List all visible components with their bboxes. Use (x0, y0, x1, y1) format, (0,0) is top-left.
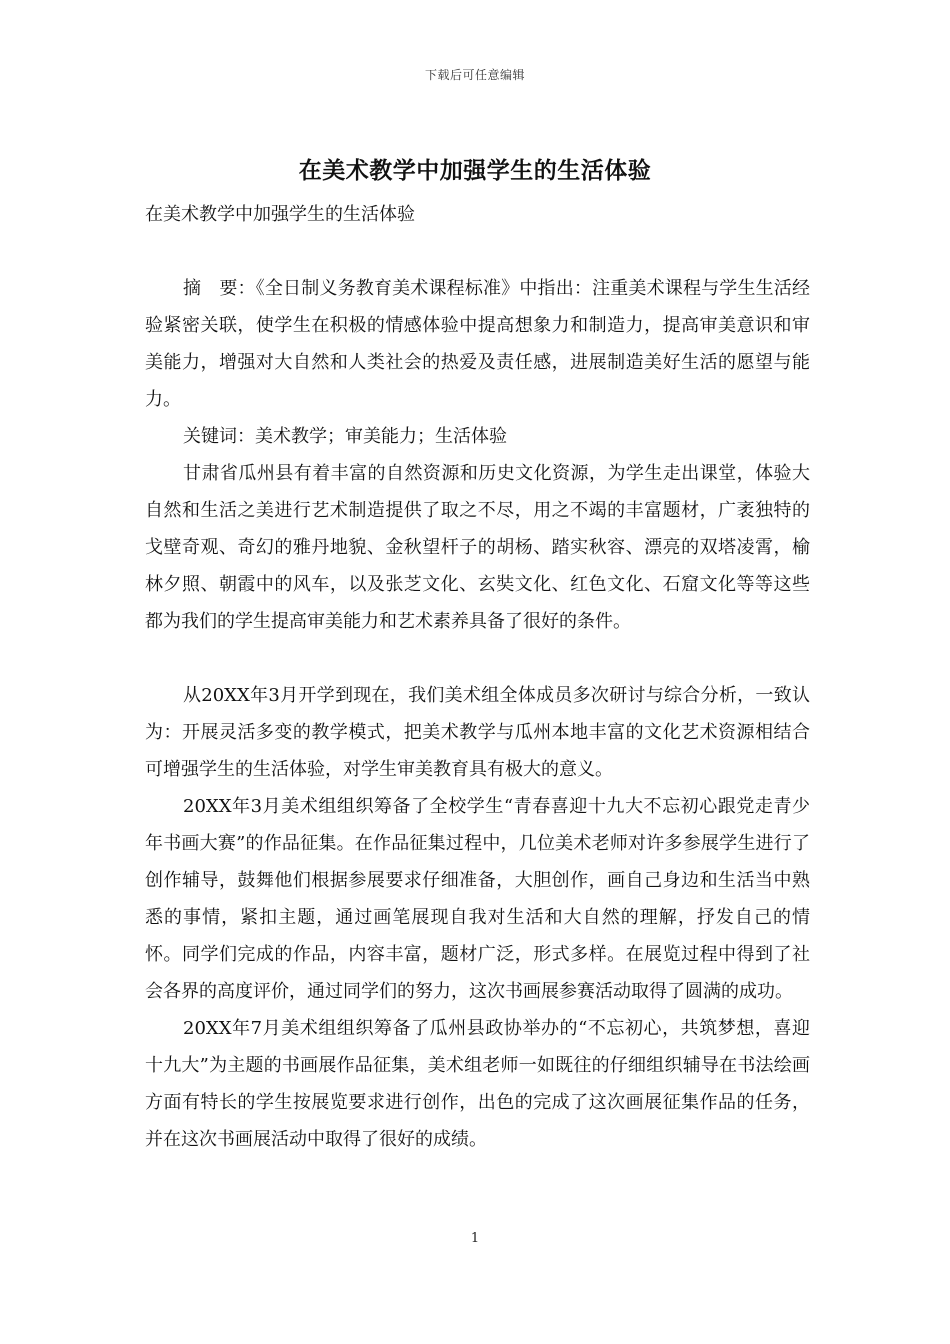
body-paragraph: 甘肃省瓜州县有着丰富的自然资源和历史文化资源，为学生走出课堂，体验大自然和生活之美进行艺术制造提供了取之不尽，用之不竭的丰富题材，广袤独特的戈壁奇观、奇幻的雅丹地貌、金秋望杆子的胡杨、踏实秋容、漂亮的双塔凌霄，榆林夕照、朝霞中的风车，以及张芝文化、玄奘文化、红色文化、石窟文化等等这些都为我们的学生提高审美能力和艺术素养具备了很好的条件。 (145, 463, 810, 632)
header-note: 下载后可任意编辑 (424, 68, 525, 82)
keywords-line: 关键词：美术教学；审美能力；生活体验 (183, 426, 507, 447)
body-paragraph: 20XX年3月美术组组织筹备了全校学生“青春喜迎十九大不忘初心跟党走青少年书画大赛”的作品征集。在作品征集过程中，几位美术老师对许多参展学生进行了创作辅导，鼓舞他们根据参展要求仔细准备，大胆创作，画自己身边和生活当中熟悉的事情，紧扣主题，通过画笔展现自我对生活和大自然的理解，抒发自己的情怀。同学们完成的作品，内容丰富，题材广泛，形式多样。在展览过程中得到了社会各界的高度评价，通过同学们的努力，这次书画展参赛活动取得了圆满的成功。 (145, 796, 810, 1002)
body-paragraph: 20XX年7月美术组组织筹备了瓜州县政协举办的“不忘初心，共筑梦想，喜迎十九大”为主题的书画展作品征集，美术组老师一如既往的仔细组织辅导在书法绘画方面有特长的学生按展览要求进行创作，出色的完成了这次画展征集作品的任务，并在这次书画展活动中取得了很好的成绩。 (145, 1018, 810, 1150)
subtitle: 在美术教学中加强学生的生活体验 (145, 204, 415, 225)
page-number: 1 (470, 1231, 480, 1246)
document-body (145, 196, 810, 1158)
document-title: 在美术教学中加强学生的生活体验 (298, 157, 652, 184)
abstract-paragraph: 摘 要：《全日制义务教育美术课程标准》中指出：注重美术课程与学生生活经验紧密关联，使学生在积极的情感体验中提高想象力和制造力，提高审美意识和审美能力，增强对大自然和人类社会的热爱及责任感，进展制造美好生活的愿望与能力。 (145, 278, 810, 410)
body-paragraph: 从20XX年3月开学到现在，我们美术组全体成员多次研讨与综合分析，一致认为：开展灵活多变的教学模式，把美术教学与瓜州本地丰富的文化艺术资源相结合可增强学生的生活体验，对学生审美教育具有极大的意义。 (145, 685, 810, 780)
